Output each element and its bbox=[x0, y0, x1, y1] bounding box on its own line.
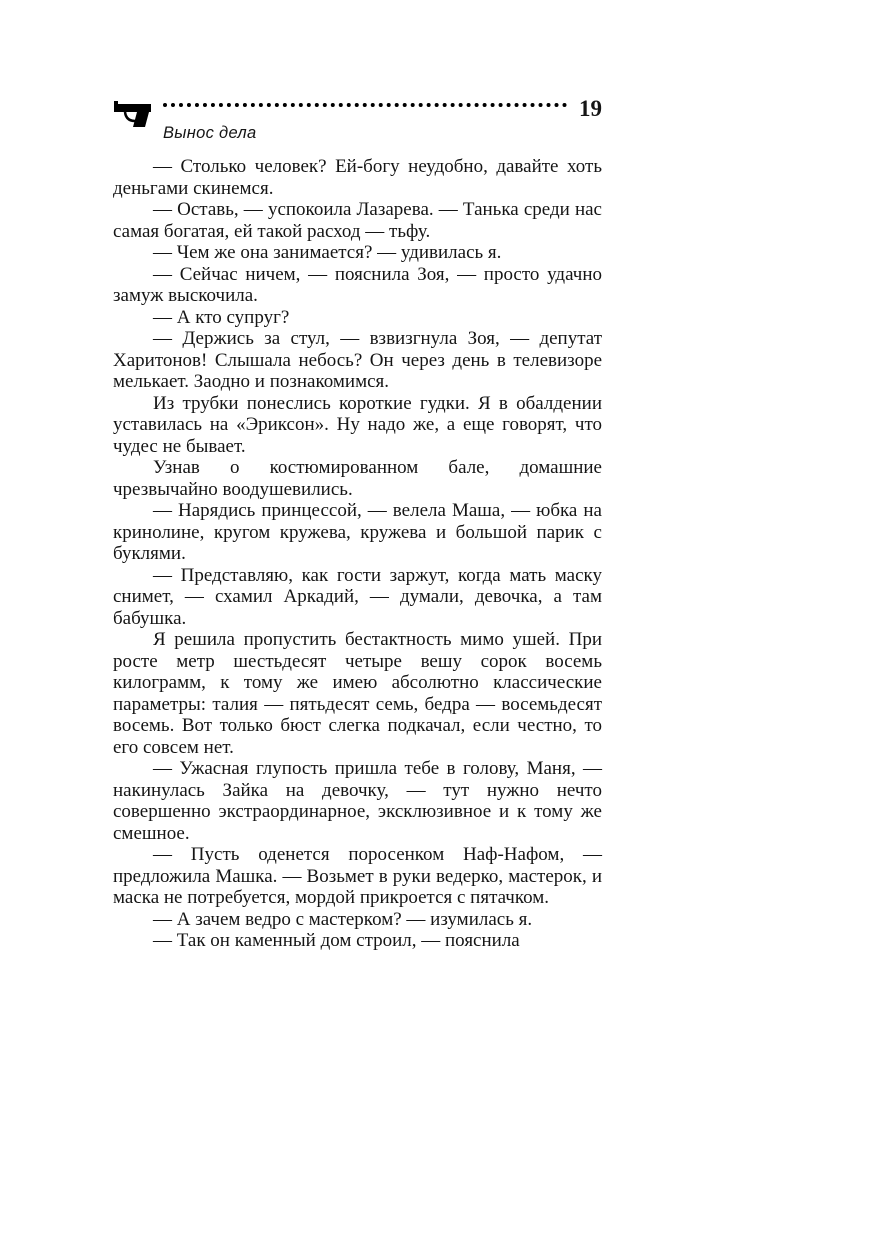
paragraph: Узнав о костюмированном бале, домашние чрезвычайно воодушевились. bbox=[113, 457, 602, 500]
paragraph: — Нарядись принцессой, — велела Маша, — юбка на кринолине, кругом кружева, кружева и большой парик с буклями. bbox=[113, 500, 602, 564]
paragraph: — Столько человек? Ей-богу неудобно, давайте хоть деньгами скинемся. bbox=[113, 156, 602, 199]
paragraph: — Представляю, как гости заржут, когда мать маску снимет, — схамил Аркадий, — думали, девочка, а там бабушка. bbox=[113, 564, 602, 629]
paragraph: — А кто супруг? bbox=[153, 306, 290, 328]
paragraph: Из трубки понеслись короткие гудки. Я в обалдении уставилась на «Эриксон». Ну надо же, а еще говорят, что чудес не бывает. bbox=[113, 392, 602, 457]
text-column bbox=[113, 97, 602, 952]
page-number: 19 bbox=[579, 96, 602, 121]
dots-row bbox=[163, 97, 602, 120]
header-right bbox=[163, 97, 602, 143]
paragraph: — Пусть оденется поросенком Наф-Нафом, — предложила Машка. — Возьмет в руки ведерко, мастерок, и маска не потребуется, мордой прикроется с пятачком. bbox=[113, 844, 602, 908]
paragraph: — Чем же она занимается? — удивилась я. bbox=[153, 242, 502, 263]
paragraph: — Так он каменный дом строил, — пояснила bbox=[153, 930, 520, 951]
paragraph: — Оставь, — успокоила Лазарева. — Танька среди нас самая богатая, ей такой расход — тьфу. bbox=[113, 199, 602, 242]
paragraph: — Держись за стул, — взвизгнула Зоя, — депутат Харитонов! Слышала небось? Он через день в телевизоре мелькает. Заодно и познакомимся. bbox=[113, 328, 602, 392]
paragraph: — А зачем ведро с мастерком? — изумилась я. bbox=[153, 908, 533, 930]
page-text bbox=[113, 156, 602, 952]
pistol-icon bbox=[113, 98, 157, 128]
paragraph: — Сейчас ничем, — пояснила Зоя, — просто удачно замуж выскочила. bbox=[113, 263, 602, 306]
paragraph: — Ужасная глупость пришла тебе в голову, Маня, — накинулась Зайка на девочку, — тут нужно нечто совершенно экстраординарное, эксклюзивное и к тому же смешное. bbox=[113, 758, 602, 844]
running-title: Вынос дела bbox=[163, 124, 257, 142]
dotted-rule bbox=[163, 103, 567, 107]
paragraph: Я решила пропустить бестактность мимо ушей. При росте метр шестьдесят четыре вешу сорок восемь килограмм, к тому же имею абсолютно классические параметры: талия — пятьдесят семь, бедра — восемьдесят восемь. Вот только бюст слегка подкачал, если честно, то его совсем нет. bbox=[113, 629, 602, 758]
running-header bbox=[113, 97, 602, 143]
